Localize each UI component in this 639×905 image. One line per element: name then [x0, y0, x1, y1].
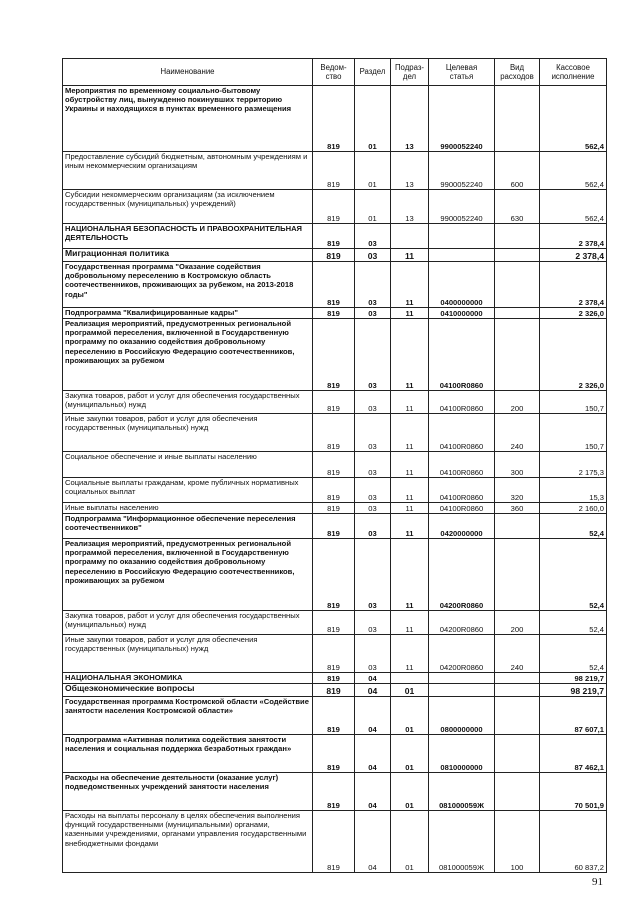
- table-cell-vedomstvo: 819: [313, 635, 355, 673]
- table-cell-name: Подпрограмма "Квалифицированные кадры": [63, 308, 313, 319]
- table-cell-kassovoe: 98 219,7: [540, 684, 607, 697]
- table-row: [63, 635, 607, 673]
- table-cell-celevaya: [429, 249, 495, 262]
- table-row: [63, 611, 607, 635]
- table-row: [63, 414, 607, 452]
- table-cell-name: Мероприятия по временному социально-бытовому обустройству лиц, вынужденно покинувших территорию Украины и находящихся в пунктах временного размещения: [63, 86, 313, 152]
- table-cell-celevaya: [429, 684, 495, 697]
- table-row: [63, 86, 607, 152]
- table-cell-celevaya: 04200R0860: [429, 635, 495, 673]
- header-vedomstvo: Ведом- ство: [313, 59, 355, 86]
- table-body: [63, 86, 607, 873]
- table-cell-vedomstvo: 819: [313, 224, 355, 249]
- table-cell-podrazdel: 11: [391, 262, 429, 308]
- table-cell-kassovoe: 2 175,3: [540, 452, 607, 478]
- table-row: [63, 319, 607, 391]
- table-cell-kassovoe: 562,4: [540, 86, 607, 152]
- table-cell-celevaya: 0400000000: [429, 262, 495, 308]
- header-podrazdel: Подраз- дел: [391, 59, 429, 86]
- table-cell-vedomstvo: 819: [313, 86, 355, 152]
- table-cell-podrazdel: 11: [391, 308, 429, 319]
- table-cell-kassovoe: 2 160,0: [540, 503, 607, 514]
- table-cell-podrazdel: [391, 673, 429, 684]
- table-cell-celevaya: 9900052240: [429, 152, 495, 190]
- table-cell-celevaya: 04100R0860: [429, 319, 495, 391]
- table-cell-name: Предоставление субсидий бюджетным, автономным учреждениям и иным некоммерческим организациям: [63, 152, 313, 190]
- table-cell-vid: 200: [495, 611, 540, 635]
- table-row: [63, 773, 607, 811]
- table-cell-podrazdel: 11: [391, 514, 429, 539]
- table-cell-kassovoe: 70 501,9: [540, 773, 607, 811]
- table-cell-kassovoe: 150,7: [540, 414, 607, 452]
- table-cell-razdel: 03: [355, 308, 391, 319]
- table-cell-vedomstvo: 819: [313, 735, 355, 773]
- table-cell-vedomstvo: 819: [313, 391, 355, 414]
- table-cell-celevaya: 04100R0860: [429, 478, 495, 503]
- table-cell-name: Иные закупки товаров, работ и услуг для обеспечения государственных (муниципальных) нужд: [63, 635, 313, 673]
- table-row: [63, 684, 607, 697]
- table-row: [63, 514, 607, 539]
- table-cell-kassovoe: 87 462,1: [540, 735, 607, 773]
- table-cell-razdel: 04: [355, 773, 391, 811]
- table-cell-vid: [495, 673, 540, 684]
- table-cell-name: Расходы на выплаты персоналу в целях обеспечения выполнения функций государственными (муниципальными) органами, казенными учреждениями, органами управления государственными внебюджетными фондами: [63, 811, 313, 873]
- table-cell-vedomstvo: 819: [313, 773, 355, 811]
- table-cell-name: НАЦИОНАЛЬНАЯ ЭКОНОМИКА: [63, 673, 313, 684]
- table-cell-vid: 240: [495, 414, 540, 452]
- table-cell-vedomstvo: 819: [313, 539, 355, 611]
- table-cell-podrazdel: 13: [391, 86, 429, 152]
- table-cell-celevaya: 0420000000: [429, 514, 495, 539]
- table-cell-razdel: 03: [355, 262, 391, 308]
- table-cell-vid: 240: [495, 635, 540, 673]
- table-cell-razdel: 03: [355, 249, 391, 262]
- table-cell-name: Государственная программа Костромской области «Содействие занятости населения Костромской области»: [63, 697, 313, 735]
- table-cell-razdel: 01: [355, 86, 391, 152]
- table-cell-vid: 360: [495, 503, 540, 514]
- table-cell-podrazdel: [391, 224, 429, 249]
- table-cell-vid: [495, 539, 540, 611]
- table-cell-kassovoe: 52,4: [540, 611, 607, 635]
- table-row: [63, 503, 607, 514]
- table-cell-celevaya: [429, 224, 495, 249]
- table-cell-vedomstvo: 819: [313, 190, 355, 224]
- table-cell-name: Реализация мероприятий, предусмотренных региональной программой переселения, включенной в Государственную программу по оказанию содействия добровольному переселению в Российскую Федерацию соотечественников, проживающих за рубежом: [63, 539, 313, 611]
- table-cell-vedomstvo: 819: [313, 503, 355, 514]
- table-cell-razdel: 04: [355, 697, 391, 735]
- table-cell-razdel: 03: [355, 514, 391, 539]
- table-row: [63, 452, 607, 478]
- table-row: [63, 697, 607, 735]
- table-cell-celevaya: 081000059Ж: [429, 811, 495, 873]
- table-cell-vedomstvo: 819: [313, 697, 355, 735]
- table-cell-razdel: 01: [355, 152, 391, 190]
- table-cell-razdel: 03: [355, 414, 391, 452]
- table-cell-razdel: 04: [355, 684, 391, 697]
- table-cell-vid: [495, 319, 540, 391]
- table-cell-vid: [495, 224, 540, 249]
- table-cell-name: Общеэкономические вопросы: [63, 684, 313, 697]
- table-cell-kassovoe: 562,4: [540, 152, 607, 190]
- table-cell-razdel: 03: [355, 539, 391, 611]
- table-cell-name: Закупка товаров, работ и услуг для обеспечения государственных (муниципальных) нужд: [63, 611, 313, 635]
- table-cell-celevaya: 04100R0860: [429, 414, 495, 452]
- table-cell-kassovoe: 2 378,4: [540, 249, 607, 262]
- header-name: Наименование: [63, 59, 313, 86]
- table-cell-razdel: 04: [355, 811, 391, 873]
- table-cell-podrazdel: 11: [391, 319, 429, 391]
- table-cell-name: НАЦИОНАЛЬНАЯ БЕЗОПАСНОСТЬ И ПРАВООХРАНИТЕЛЬНАЯ ДЕЯТЕЛЬНОСТЬ: [63, 224, 313, 249]
- page-number: 91: [592, 876, 603, 888]
- table-cell-vedomstvo: 819: [313, 249, 355, 262]
- table-cell-kassovoe: 15,3: [540, 478, 607, 503]
- table-cell-celevaya: 0410000000: [429, 308, 495, 319]
- table-cell-podrazdel: 01: [391, 811, 429, 873]
- table-cell-vedomstvo: 819: [313, 308, 355, 319]
- table-cell-podrazdel: 11: [391, 249, 429, 262]
- table-row: [63, 224, 607, 249]
- table-cell-celevaya: [429, 673, 495, 684]
- table-cell-vedomstvo: 819: [313, 319, 355, 391]
- table-cell-vedomstvo: 819: [313, 684, 355, 697]
- table-cell-celevaya: 04200R0860: [429, 539, 495, 611]
- table-cell-podrazdel: 11: [391, 414, 429, 452]
- table-cell-celevaya: 0800000000: [429, 697, 495, 735]
- table-cell-kassovoe: 98 219,7: [540, 673, 607, 684]
- table-cell-podrazdel: 01: [391, 735, 429, 773]
- table-cell-celevaya: 04100R0860: [429, 503, 495, 514]
- table-cell-vedomstvo: 819: [313, 452, 355, 478]
- table-cell-vid: 320: [495, 478, 540, 503]
- table-cell-vid: 200: [495, 391, 540, 414]
- table-cell-celevaya: 9900052240: [429, 190, 495, 224]
- table-cell-vid: 630: [495, 190, 540, 224]
- table-cell-vid: [495, 262, 540, 308]
- table-cell-vedomstvo: 819: [313, 811, 355, 873]
- table-cell-razdel: 03: [355, 503, 391, 514]
- table-cell-name: Социальные выплаты гражданам, кроме публичных нормативных социальных выплат: [63, 478, 313, 503]
- table-cell-name: Подпрограмма «Активная политика содействия занятости населения и социальная поддержка безработных граждан»: [63, 735, 313, 773]
- table-cell-name: Миграционная политика: [63, 249, 313, 262]
- table-row: [63, 478, 607, 503]
- table-cell-razdel: 04: [355, 673, 391, 684]
- table-cell-podrazdel: 11: [391, 539, 429, 611]
- table-cell-razdel: 04: [355, 735, 391, 773]
- table-cell-kassovoe: 2 326,0: [540, 308, 607, 319]
- table-cell-razdel: 03: [355, 391, 391, 414]
- table-cell-vedomstvo: 819: [313, 478, 355, 503]
- table-cell-kassovoe: 2 378,4: [540, 262, 607, 308]
- table-cell-celevaya: 04200R0860: [429, 611, 495, 635]
- budget-table: [62, 58, 607, 873]
- table-cell-vedomstvo: 819: [313, 673, 355, 684]
- table-row: [63, 735, 607, 773]
- table-cell-name: Расходы на обеспечение деятельности (оказание услуг) подведомственных учреждений занятости населения: [63, 773, 313, 811]
- table-cell-vid: [495, 773, 540, 811]
- table-cell-kassovoe: 52,4: [540, 514, 607, 539]
- table-cell-razdel: 03: [355, 319, 391, 391]
- table-cell-kassovoe: 150,7: [540, 391, 607, 414]
- table-cell-vedomstvo: 819: [313, 152, 355, 190]
- header-razdel: Раздел: [355, 59, 391, 86]
- table-cell-kassovoe: 52,4: [540, 635, 607, 673]
- table-cell-podrazdel: 11: [391, 452, 429, 478]
- table-cell-podrazdel: 11: [391, 391, 429, 414]
- table-cell-kassovoe: 2 378,4: [540, 224, 607, 249]
- table-cell-podrazdel: 11: [391, 478, 429, 503]
- table-cell-vid: 300: [495, 452, 540, 478]
- table-row: [63, 673, 607, 684]
- table-cell-kassovoe: 2 326,0: [540, 319, 607, 391]
- table-cell-name: Иные закупки товаров, работ и услуг для обеспечения государственных (муниципальных) нужд: [63, 414, 313, 452]
- header-kassovoe: Кассовое исполнение: [540, 59, 607, 86]
- table-row: [63, 152, 607, 190]
- table-cell-name: Иные выплаты населению: [63, 503, 313, 514]
- table-cell-razdel: 03: [355, 635, 391, 673]
- table-row: [63, 811, 607, 873]
- table-cell-podrazdel: 13: [391, 152, 429, 190]
- table-cell-name: Реализация мероприятий, предусмотренных региональной программой переселения, включенной в Государственную программу по оказанию содействия добровольному переселению в Российскую Федерацию соотечественников, проживающих за рубежом: [63, 319, 313, 391]
- table-cell-vid: [495, 86, 540, 152]
- table-cell-podrazdel: 13: [391, 190, 429, 224]
- table-cell-razdel: 03: [355, 452, 391, 478]
- table-cell-vedomstvo: 819: [313, 611, 355, 635]
- table-cell-vedomstvo: 819: [313, 262, 355, 308]
- table-cell-kassovoe: 52,4: [540, 539, 607, 611]
- table-row: [63, 190, 607, 224]
- table-cell-kassovoe: 87 607,1: [540, 697, 607, 735]
- table-row: [63, 308, 607, 319]
- table-cell-celevaya: 081000059Ж: [429, 773, 495, 811]
- table-cell-vid: 100: [495, 811, 540, 873]
- header-vid: Вид расходов: [495, 59, 540, 86]
- table-cell-vid: [495, 249, 540, 262]
- table-row: [63, 391, 607, 414]
- table-row: [63, 539, 607, 611]
- table-cell-vedomstvo: 819: [313, 514, 355, 539]
- table-cell-kassovoe: 60 837,2: [540, 811, 607, 873]
- table-cell-name: Закупка товаров, работ и услуг для обеспечения государственных (муниципальных) нужд: [63, 391, 313, 414]
- table-cell-podrazdel: 01: [391, 697, 429, 735]
- table-row: [63, 262, 607, 308]
- table-cell-razdel: 03: [355, 478, 391, 503]
- table-cell-name: Государственная программа "Оказание содействия добровольному переселению в Костромскую область соотечественников, проживающих за рубежом, на 2013-2018 годы": [63, 262, 313, 308]
- table-cell-name: Субсидии некоммерческим организациям (за исключением государственных (муниципальных) учреждений): [63, 190, 313, 224]
- table-cell-vedomstvo: 819: [313, 414, 355, 452]
- table-cell-podrazdel: 11: [391, 611, 429, 635]
- header-celevaya: Целевая статья: [429, 59, 495, 86]
- header-row: [63, 59, 607, 86]
- table-cell-celevaya: 04100R0860: [429, 391, 495, 414]
- table-cell-celevaya: 0810000000: [429, 735, 495, 773]
- table-cell-razdel: 03: [355, 611, 391, 635]
- table-cell-vid: [495, 308, 540, 319]
- table-cell-vid: 600: [495, 152, 540, 190]
- table-cell-vid: [495, 735, 540, 773]
- table-cell-razdel: 01: [355, 190, 391, 224]
- table-cell-razdel: 03: [355, 224, 391, 249]
- table-cell-podrazdel: 11: [391, 635, 429, 673]
- table-cell-vid: [495, 697, 540, 735]
- table-cell-celevaya: 9900052240: [429, 86, 495, 152]
- table-cell-vid: [495, 514, 540, 539]
- table-row: [63, 249, 607, 262]
- table-cell-podrazdel: 11: [391, 503, 429, 514]
- table-cell-kassovoe: 562,4: [540, 190, 607, 224]
- table-cell-name: Подпрограмма "Информационное обеспечение переселения соотечественников": [63, 514, 313, 539]
- table-cell-name: Социальное обеспечение и иные выплаты населению: [63, 452, 313, 478]
- table-cell-podrazdel: 01: [391, 684, 429, 697]
- table-cell-podrazdel: 01: [391, 773, 429, 811]
- table-cell-vid: [495, 684, 540, 697]
- table-cell-celevaya: 04100R0860: [429, 452, 495, 478]
